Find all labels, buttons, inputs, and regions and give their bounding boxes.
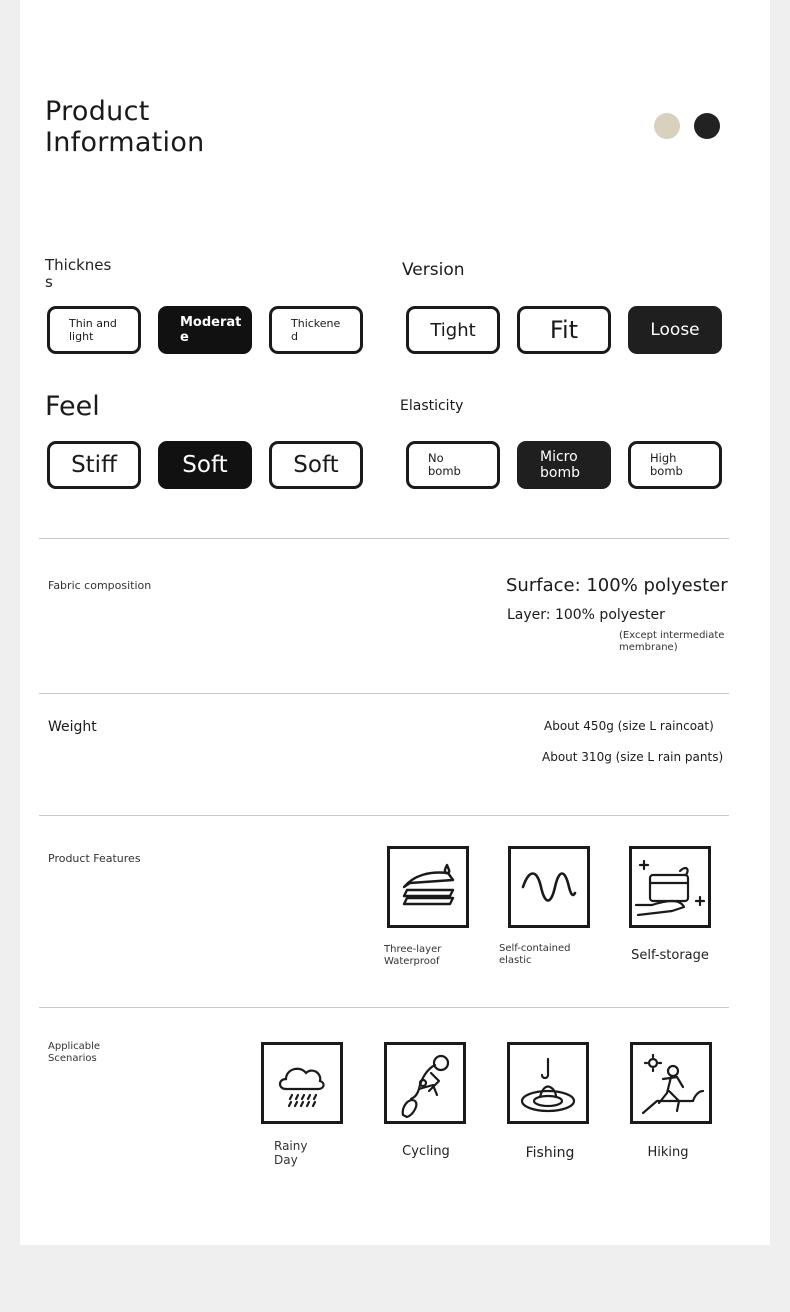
hiker-icon xyxy=(630,1042,712,1124)
page-title: Product Information xyxy=(45,96,205,158)
cyclist-icon xyxy=(384,1042,466,1124)
weight-label: Weight xyxy=(48,719,97,735)
color-swatch-black[interactable] xyxy=(694,113,720,139)
weight-rain-pants: About 310g (size L rain pants) xyxy=(542,750,724,764)
storage-pouch-icon xyxy=(629,846,711,928)
divider xyxy=(39,693,729,694)
feature-label: Three-layer Waterproof xyxy=(384,944,442,967)
feel-option-soft[interactable]: Soft xyxy=(269,441,363,489)
scenario-label: Hiking xyxy=(647,1145,689,1160)
color-swatch-beige[interactable] xyxy=(654,113,680,139)
divider xyxy=(39,1007,729,1008)
elasticity-label: Elasticity xyxy=(400,398,464,414)
elasticity-option-micro[interactable]: Micro bomb xyxy=(517,441,611,489)
scenario-label: Rainy Day xyxy=(274,1139,308,1167)
fishing-icon xyxy=(507,1042,589,1124)
elastic-wave-icon xyxy=(508,846,590,928)
scenario-label: Fishing xyxy=(525,1145,575,1161)
version-option-loose[interactable]: Loose xyxy=(628,306,722,354)
divider xyxy=(39,815,729,816)
rain-cloud-icon xyxy=(261,1042,343,1124)
version-option-tight[interactable]: Tight xyxy=(406,306,500,354)
feature-label: Self-storage xyxy=(631,948,709,963)
feel-option-soft-selected[interactable]: Soft xyxy=(158,441,252,489)
scenarios-label: Applicable Scenarios xyxy=(48,1041,100,1064)
fabric-label: Fabric composition xyxy=(48,579,152,592)
divider xyxy=(39,538,729,539)
fabric-surface: Surface: 100% polyester xyxy=(506,575,728,596)
version-option-fit[interactable]: Fit xyxy=(517,306,611,354)
thickness-label: Thicknes s xyxy=(45,256,112,291)
feel-option-stiff[interactable]: Stiff xyxy=(47,441,141,489)
feature-label: Self-contained elastic xyxy=(499,943,571,966)
elasticity-option-no[interactable]: No bomb xyxy=(406,441,500,489)
thickness-option-thin[interactable]: Thin and light xyxy=(47,306,141,354)
thickness-option-thickened[interactable]: Thickene d xyxy=(269,306,363,354)
features-label: Product Features xyxy=(48,852,141,865)
scenario-label: Cycling xyxy=(402,1144,450,1159)
thickness-option-moderate[interactable]: Moderat e xyxy=(158,306,252,354)
weight-raincoat: About 450g (size L raincoat) xyxy=(544,719,714,733)
layers-waterproof-icon xyxy=(387,846,469,928)
fabric-layer: Layer: 100% polyester xyxy=(507,607,665,623)
fabric-note: (Except intermediate membrane) xyxy=(619,630,725,653)
version-label: Version xyxy=(402,260,465,280)
feel-label: Feel xyxy=(45,391,100,422)
elasticity-option-high[interactable]: High bomb xyxy=(628,441,722,489)
